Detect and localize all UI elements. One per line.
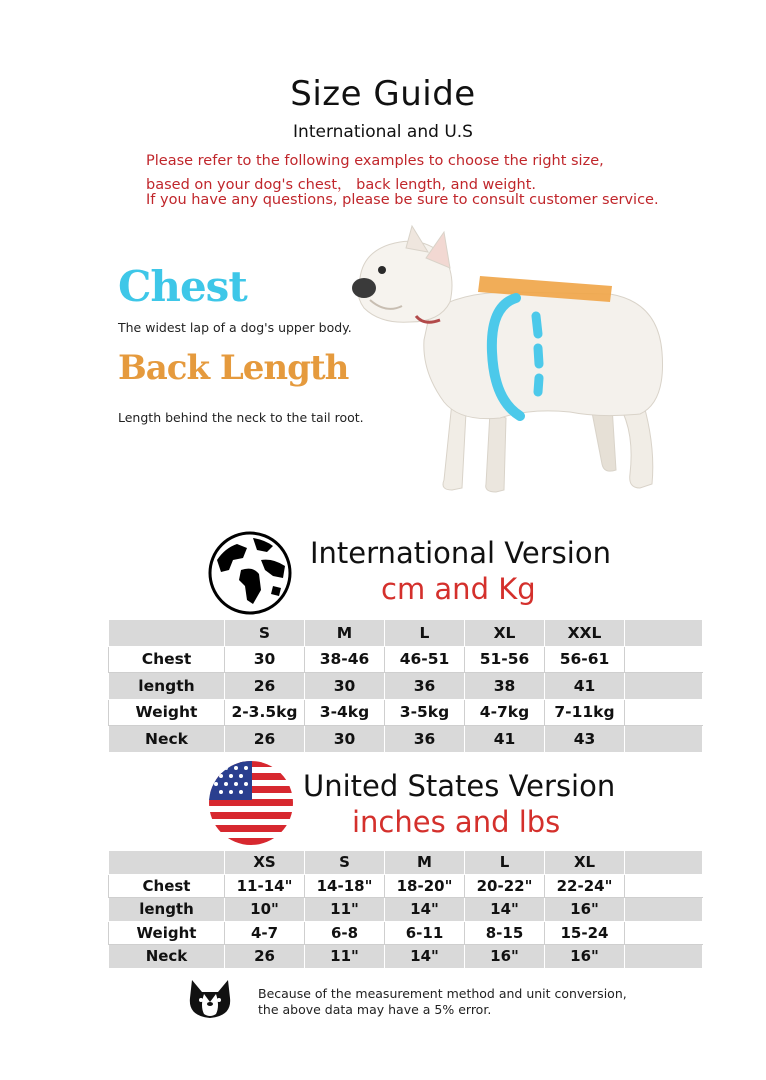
size-header: XS	[225, 851, 305, 875]
size-header: L	[465, 851, 545, 875]
table-cell: 46-51	[385, 646, 465, 673]
table-cell: 56-61	[545, 646, 625, 673]
table-cell: 16"	[465, 945, 545, 969]
table-cell: 38	[465, 673, 545, 700]
table-cell: 26	[225, 945, 305, 969]
blank-cell	[625, 874, 703, 898]
blank-cell	[625, 921, 703, 945]
table-cell: 3-4kg	[305, 699, 385, 726]
blank-cell	[625, 699, 703, 726]
notice-line-3: If you have any questions, please be sure to consult customer service.	[146, 192, 659, 208]
size-header-row	[109, 620, 703, 647]
table-cell: 11"	[305, 898, 385, 922]
us-flag-icon	[208, 760, 294, 846]
blank-cell	[625, 726, 703, 753]
table-cell: 14"	[385, 898, 465, 922]
us-title: United States Version	[303, 769, 616, 803]
table-row	[109, 673, 703, 700]
table-cell: 41	[465, 726, 545, 753]
table-cell: 36	[385, 673, 465, 700]
international-title: International Version	[310, 536, 611, 570]
notice-line-2: based on your dog's chest， back length, and weight.	[146, 177, 537, 193]
table-cell: 26	[225, 673, 305, 700]
table-cell: 18-20"	[385, 874, 465, 898]
size-header: S	[305, 851, 385, 875]
table-cell: 11-14"	[225, 874, 305, 898]
blank-cell	[625, 945, 703, 969]
table-cell: 14"	[385, 945, 465, 969]
blank-cell	[625, 898, 703, 922]
row-label: Weight	[109, 699, 225, 726]
table-cell: 43	[545, 726, 625, 753]
size-header-row	[109, 851, 703, 875]
table-cell: 38-46	[305, 646, 385, 673]
table-cell: 14-18"	[305, 874, 385, 898]
table-cell: 7-11kg	[545, 699, 625, 726]
table-cell: 30	[225, 646, 305, 673]
table-cell: 30	[305, 726, 385, 753]
table-row	[109, 646, 703, 673]
table-row	[109, 699, 703, 726]
table-cell: 36	[385, 726, 465, 753]
table-cell: 14"	[465, 898, 545, 922]
blank-cell	[625, 620, 703, 647]
size-header: XL	[465, 620, 545, 647]
back-length-description: Length behind the neck to the tail root.	[118, 410, 364, 425]
table-cell: 3-5kg	[385, 699, 465, 726]
table-row	[109, 898, 703, 922]
table-cell: 51-56	[465, 646, 545, 673]
table-cell: 6-11	[385, 921, 465, 945]
disclaimer-line-1: Because of the measurement method and unit conversion,	[258, 986, 627, 1001]
size-header: S	[225, 620, 305, 647]
international-units: cm and Kg	[381, 572, 536, 606]
page-title: Size Guide	[290, 74, 476, 114]
page-subtitle: International and U.S	[293, 122, 473, 142]
row-label: Neck	[109, 726, 225, 753]
blank-cell	[625, 673, 703, 700]
size-header: XL	[545, 851, 625, 875]
error-disclaimer	[258, 986, 627, 1018]
corner-cell	[109, 851, 225, 875]
table-cell: 26	[225, 726, 305, 753]
table-cell: 20-22"	[465, 874, 545, 898]
table-cell: 6-8	[305, 921, 385, 945]
dog-measurement-illustration	[340, 222, 680, 502]
disclaimer-line-2: the above data may have a 5% error.	[258, 1002, 492, 1017]
row-label: Chest	[109, 646, 225, 673]
us-size-table	[108, 850, 703, 969]
row-label: length	[109, 898, 225, 922]
table-cell: 16"	[545, 945, 625, 969]
table-row	[109, 726, 703, 753]
table-cell: 8-15	[465, 921, 545, 945]
table-row	[109, 945, 703, 969]
row-label: Neck	[109, 945, 225, 969]
row-label: Chest	[109, 874, 225, 898]
table-cell: 2-3.5kg	[225, 699, 305, 726]
table-cell: 4-7kg	[465, 699, 545, 726]
table-cell: 16"	[545, 898, 625, 922]
size-header: M	[305, 620, 385, 647]
row-label: length	[109, 673, 225, 700]
corner-cell	[109, 620, 225, 647]
table-cell: 22-24"	[545, 874, 625, 898]
size-header: XXL	[545, 620, 625, 647]
table-row	[109, 921, 703, 945]
table-row	[109, 874, 703, 898]
blank-cell	[625, 646, 703, 673]
chest-description: The widest lap of a dog's upper body.	[118, 320, 352, 335]
table-cell: 11"	[305, 945, 385, 969]
size-header: M	[385, 851, 465, 875]
us-units: inches and lbs	[352, 805, 561, 839]
table-cell: 41	[545, 673, 625, 700]
table-cell: 30	[305, 673, 385, 700]
table-cell: 15-24	[545, 921, 625, 945]
row-label: Weight	[109, 921, 225, 945]
table-cell: 10"	[225, 898, 305, 922]
back-length-heading: Back Length	[118, 348, 349, 388]
globe-icon	[207, 530, 293, 616]
notice-line-1: Please refer to the following examples to choose the right size,	[146, 153, 604, 169]
dog-face-icon	[186, 976, 234, 1022]
chest-heading: Chest	[118, 262, 247, 311]
size-header: L	[385, 620, 465, 647]
table-cell: 4-7	[225, 921, 305, 945]
international-size-table	[108, 619, 703, 753]
blank-cell	[625, 851, 703, 875]
